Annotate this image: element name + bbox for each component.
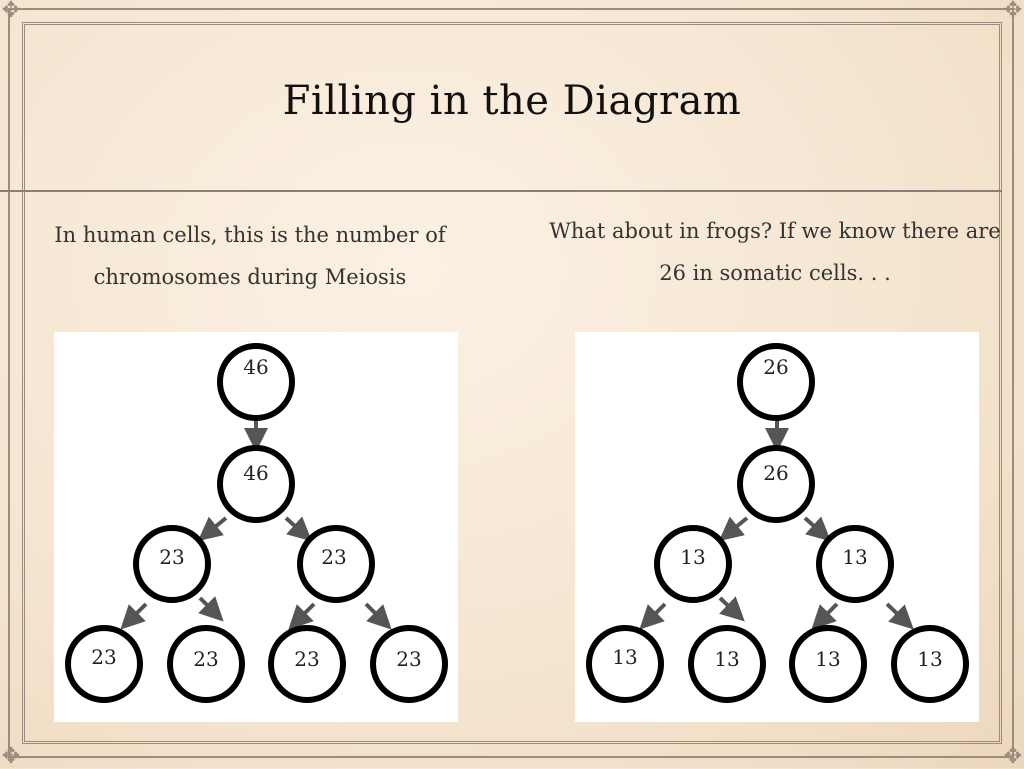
cell-label: 46 [243,461,269,485]
cell-label: 13 [612,645,638,669]
corner-ornament-icon: ✥ [1,0,21,23]
human-meiosis-diagram [54,332,458,722]
arrow [204,518,226,536]
cell-label: 13 [842,545,868,569]
arrow [294,604,314,624]
cell-label: 26 [763,461,789,485]
arrow [805,518,825,536]
arrow [126,604,146,624]
cell-label: 23 [294,647,320,671]
cell-label: 46 [243,355,269,379]
cell-label: 13 [680,545,706,569]
arrow [645,604,665,624]
cell-label: 23 [321,545,347,569]
cell-label: 13 [815,647,841,671]
cell-label: 23 [396,647,422,671]
arrow [366,604,386,624]
title-divider [0,190,1002,192]
cell-label: 23 [159,545,185,569]
arrow [725,518,747,536]
cell-label: 13 [714,647,740,671]
caption-human: In human cells, this is the number of chromosomes during Meiosis [54,223,446,289]
cell-label: 13 [917,647,943,671]
slide-title: Filling in the Diagram [282,78,742,124]
frog-meiosis-diagram [575,332,979,722]
arrow [887,604,908,624]
arrow [817,604,837,624]
arrow [720,598,739,616]
caption-frog: What about in frogs? If we know there are 26 in somatic cells. . . [549,219,1001,285]
cell-label: 23 [91,645,117,669]
human-diagram-svg [54,332,458,722]
arrow [200,598,218,616]
cell-label: 26 [763,355,789,379]
frog-diagram-svg [575,332,979,722]
cell-label: 23 [193,647,219,671]
corner-ornament-icon: ✥ [1,744,21,769]
arrow [286,518,306,536]
corner-ornament-icon: ✥ [1003,744,1023,769]
corner-ornament-icon: ✥ [1003,0,1023,23]
